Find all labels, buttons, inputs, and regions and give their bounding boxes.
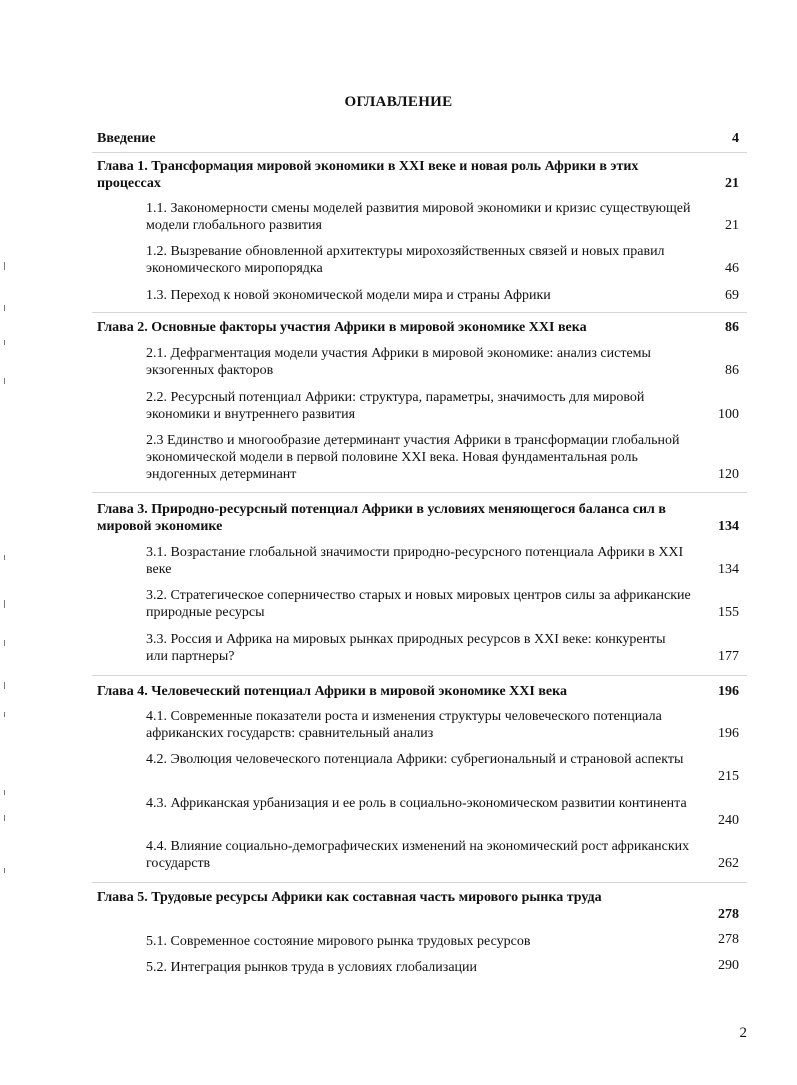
scan-speck	[4, 305, 5, 311]
toc-chapter-1: Глава 1. Трансформация мировой экономики в XXI веке и новая роль Африки в этих процессах	[97, 159, 639, 191]
scan-speck	[4, 378, 5, 384]
toc-page-section-3-3: 177	[718, 649, 739, 664]
toc-page-chapter-3: 134	[718, 519, 739, 534]
toc-section-5-2: 5.2. Интеграция рынков труда в условиях глобализации	[146, 960, 478, 975]
toc-title: ОГЛАВЛЕНИЕ	[344, 94, 453, 110]
toc-section-4-4: 4.4. Влияние социально-демографических изменений на экономический рост африканских государств	[146, 839, 690, 871]
toc-page-section-2-3: 120	[718, 467, 739, 482]
toc-separator	[92, 492, 747, 493]
toc-page-chapter-4: 196	[718, 684, 739, 699]
toc-section-2-3: 2.3 Единство и многообразие детерминант участия Африки в трансформации глобальной экономической модели в первой половине XXI века. Новая фундаментальная роль эндогенных детерминант	[146, 433, 680, 482]
toc-page-section-2-2: 100	[718, 407, 739, 422]
toc-section-4-1: 4.1. Современные показатели роста и изменения структуры человеческого потенциала африканских государств: сравнительный анализ	[146, 709, 662, 741]
toc-page-introduction: 4	[732, 131, 739, 146]
scan-speck	[4, 682, 5, 689]
toc-section-1-1: 1.1. Закономерности смены моделей развития мировой экономики и кризис существующей модели глобального развития	[146, 201, 691, 233]
toc-section-5-1: 5.1. Современное состояние мирового рынка трудовых ресурсов	[146, 934, 531, 949]
toc-page-chapter-5: 278	[718, 907, 739, 922]
toc-section-1-2: 1.2. Вызревание обновленной архитектуры мирохозяйственных связей и новых правил экономического миропорядка	[146, 244, 665, 276]
toc-page-section-5-2: 290	[718, 958, 739, 973]
toc-page-section-4-2: 215	[718, 769, 739, 784]
toc-page-section-2-1: 86	[725, 363, 739, 378]
toc-section-4-3: 4.3. Африканская урбанизация и ее роль в социально-экономическом развитии континента	[146, 796, 687, 811]
toc-page-section-5-1: 278	[718, 932, 739, 947]
toc-page-section-1-2: 46	[725, 261, 739, 276]
toc-page-chapter-1: 21	[725, 176, 739, 191]
toc-section-3-1: 3.1. Возрастание глобальной значимости природно-ресурсного потенциала Африки в XXI веке	[146, 545, 684, 577]
scan-speck	[4, 555, 5, 560]
scan-speck	[4, 815, 5, 821]
toc-section-4-2: 4.2. Эволюция человеческого потенциала Африки: субрегиональный и страновой аспекты	[146, 752, 684, 767]
toc-section-2-2: 2.2. Ресурсный потенциал Африки: структура, параметры, значимость для мировой экономики и внутреннего развития	[146, 390, 645, 422]
toc-page-section-4-3: 240	[718, 813, 739, 828]
toc-page-chapter-2: 86	[725, 320, 739, 335]
toc-chapter-4: Глава 4. Человеческий потенциал Африки в мировой экономике XXI века	[97, 684, 567, 699]
toc-chapter-3: Глава 3. Природно-ресурсный потенциал Африки в условиях меняющегося баланса сил в мировой экономике	[97, 502, 666, 534]
toc-chapter-5: Глава 5. Трудовые ресурсы Африки как составная часть мирового рынка труда	[97, 890, 602, 905]
toc-section-3-3: 3.3. Россия и Африка на мировых рынках природных ресурсов в XXI веке: конкуренты или партнеры?	[146, 632, 666, 664]
toc-separator	[92, 882, 747, 883]
toc-separator	[92, 152, 747, 153]
toc-separator	[92, 312, 747, 313]
toc-page-section-1-3: 69	[725, 288, 739, 303]
toc-entry-introduction: Введение	[97, 131, 156, 146]
scan-speck	[4, 790, 5, 795]
toc-page-section-4-1: 196	[718, 726, 739, 741]
scan-speck	[4, 340, 5, 345]
scan-speck	[4, 640, 5, 646]
toc-page-section-3-2: 155	[718, 605, 739, 620]
toc-page-section-3-1: 134	[718, 562, 739, 577]
scan-speck	[4, 600, 5, 608]
scan-speck	[4, 868, 5, 873]
toc-section-2-1: 2.1. Дефрагментация модели участия Африки в мировой экономике: анализ системы экзогенных факторов	[146, 346, 651, 378]
scan-speck	[4, 262, 5, 270]
toc-page-section-4-4: 262	[718, 856, 739, 871]
scan-speck	[4, 712, 5, 717]
toc-section-3-2: 3.2. Стратегическое соперничество старых и новых мировых центров силы за африканские природные ресурсы	[146, 588, 691, 620]
toc-page-section-1-1: 21	[725, 218, 739, 233]
toc-section-1-3: 1.3. Переход к новой экономической модели мира и страны Африки	[146, 288, 551, 303]
page-number: 2	[739, 1025, 747, 1041]
toc-separator	[92, 675, 747, 676]
toc-chapter-2: Глава 2. Основные факторы участия Африки в мировой экономике XXI века	[97, 320, 587, 335]
